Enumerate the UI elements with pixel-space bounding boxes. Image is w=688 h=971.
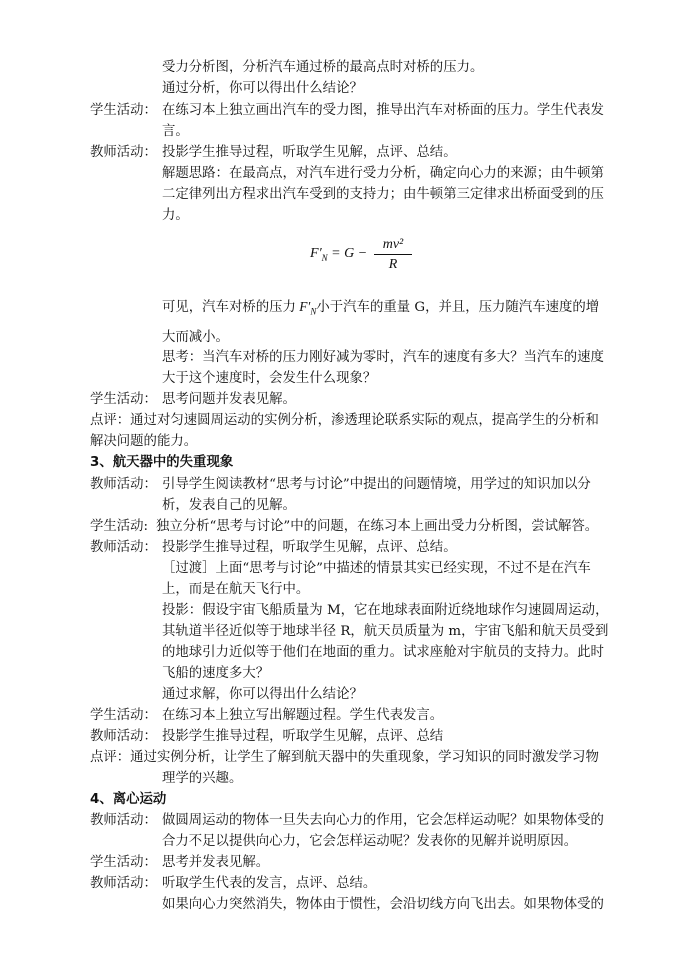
label-student: 学生活动： (90, 103, 157, 118)
text-line: 上，而是在航天飞行中。 (162, 582, 310, 597)
text-line: 独立分析“思考与讨论”中的问题，在练习本上画出受力分析图，尝试解答。 (156, 519, 599, 534)
text-line: 析，发表自己的见解。 (162, 498, 296, 513)
text-line: 思考：当汽车对桥的压力刚好减为零时，汽车的速度有多大？当汽车的速度 (162, 350, 604, 365)
text-line: 通过求解，你可以得出什么结论？ (162, 687, 363, 702)
label-teacher: 教师活动： (90, 540, 157, 555)
label-teacher: 教师活动： (90, 729, 157, 744)
text-line: 大而减小。 (162, 330, 229, 345)
label-teacher: 教师活动： (90, 145, 157, 160)
text-line: 引导学生阅读教材“思考与讨论”中提出的问题情境，用学过的知识加以分 (162, 477, 591, 492)
text-line: 理学的兴趣。 (162, 771, 243, 786)
text-line: 言。 (162, 124, 189, 139)
text-line: 如果向心力突然消失，物体由于惯性，会沿切线方向飞出去。如果物体受的 (162, 897, 604, 912)
section-heading: 3、航天器中的失重现象 (90, 455, 234, 470)
text-line: 受力分析图，分析汽车通过桥的最高点时对桥的压力。 (162, 60, 484, 75)
label-student: 学生活动: (90, 519, 149, 534)
text-line: 听取学生代表的发言，点评、总结。 (162, 876, 377, 891)
text-line: 可见，汽车对桥的压力 $F'_N$小于汽车的重量 G，并且，压力随汽车速度的增 (162, 299, 600, 317)
formula-fraction: mv² R (370, 236, 416, 273)
label-student: 学生活动： (90, 708, 157, 723)
text-line: 点评：通过对匀速圆周运动的实例分析，渗透理论联系实际的观点，提高学生的分析和 (90, 413, 599, 428)
label-teacher: 教师活动： (90, 876, 157, 891)
text-line: 解决问题的能力。 (90, 434, 198, 449)
text-line: 解题思路：在最高点，对汽车进行受力分析，确定向心力的来源；由牛顿第 (162, 166, 604, 181)
text-line: 其轨道半径近似等于地球半径 R，航天员质量为 m，宇宙飞船和航天员受到 (162, 624, 609, 639)
text-line: 通过分析，你可以得出什么结论？ (162, 81, 363, 96)
formula-normal-force (310, 236, 420, 276)
text-line: 思考并发表见解。 (162, 855, 270, 870)
text-line: 投影学生推导过程，听取学生见解，点评、总结。 (162, 145, 457, 160)
text-line: 做圆周运动的物体一旦失去向心力的作用，它会怎样运动呢？如果物体受的 (162, 813, 604, 828)
text-line: ［过渡］上面“思考与讨论”中描述的情景其实已经实现，不过不是在汽车 (162, 561, 591, 576)
text-line: 点评：通过实例分析，让学生了解到航天器中的失重现象，学习知识的同时激发学习物 (90, 750, 599, 765)
text-line: 在练习本上独立写出解题过程。学生代表发言。 (162, 708, 444, 723)
label-teacher: 教师活动： (90, 477, 157, 492)
section-heading: 4、离心运动 (90, 792, 167, 807)
label-student: 学生活动： (90, 855, 157, 870)
text-line: 二定律列出方程求出汽车受到的支持力；由牛顿第三定律求出桥面受到的压 (162, 187, 604, 202)
text-line: 投影：假设宇宙飞船质量为 M，它在地球表面附近绕地球作匀速圆周运动， (162, 603, 609, 618)
text-line: 在练习本上独立画出汽车的受力图，推导出汽车对桥面的压力。学生代表发 (162, 103, 604, 118)
text-line: 的地球引力近似等于他们在地面的重力。试求座舱对宇航员的支持力。此时 (162, 645, 604, 660)
text-line: 合力不足以提供向心力，它会怎样运动呢？发表你的见解并说明原因。 (162, 834, 578, 849)
label-teacher: 教师活动： (90, 813, 157, 828)
text-line: 投影学生推导过程，听取学生见解，点评、总结 (162, 729, 444, 744)
text-line: 力。 (162, 208, 189, 223)
formula-lhs: $F'_N = G$ − (310, 246, 368, 263)
text-line: 飞船的速度多大？ (162, 666, 270, 681)
text-line: 思考问题并发表见解。 (162, 392, 296, 407)
text-line: 投影学生推导过程，听取学生见解，点评、总结。 (162, 540, 457, 555)
label-student: 学生活动： (90, 392, 157, 407)
text-line: 大于这个速度时，会发生什么现象？ (162, 371, 377, 386)
